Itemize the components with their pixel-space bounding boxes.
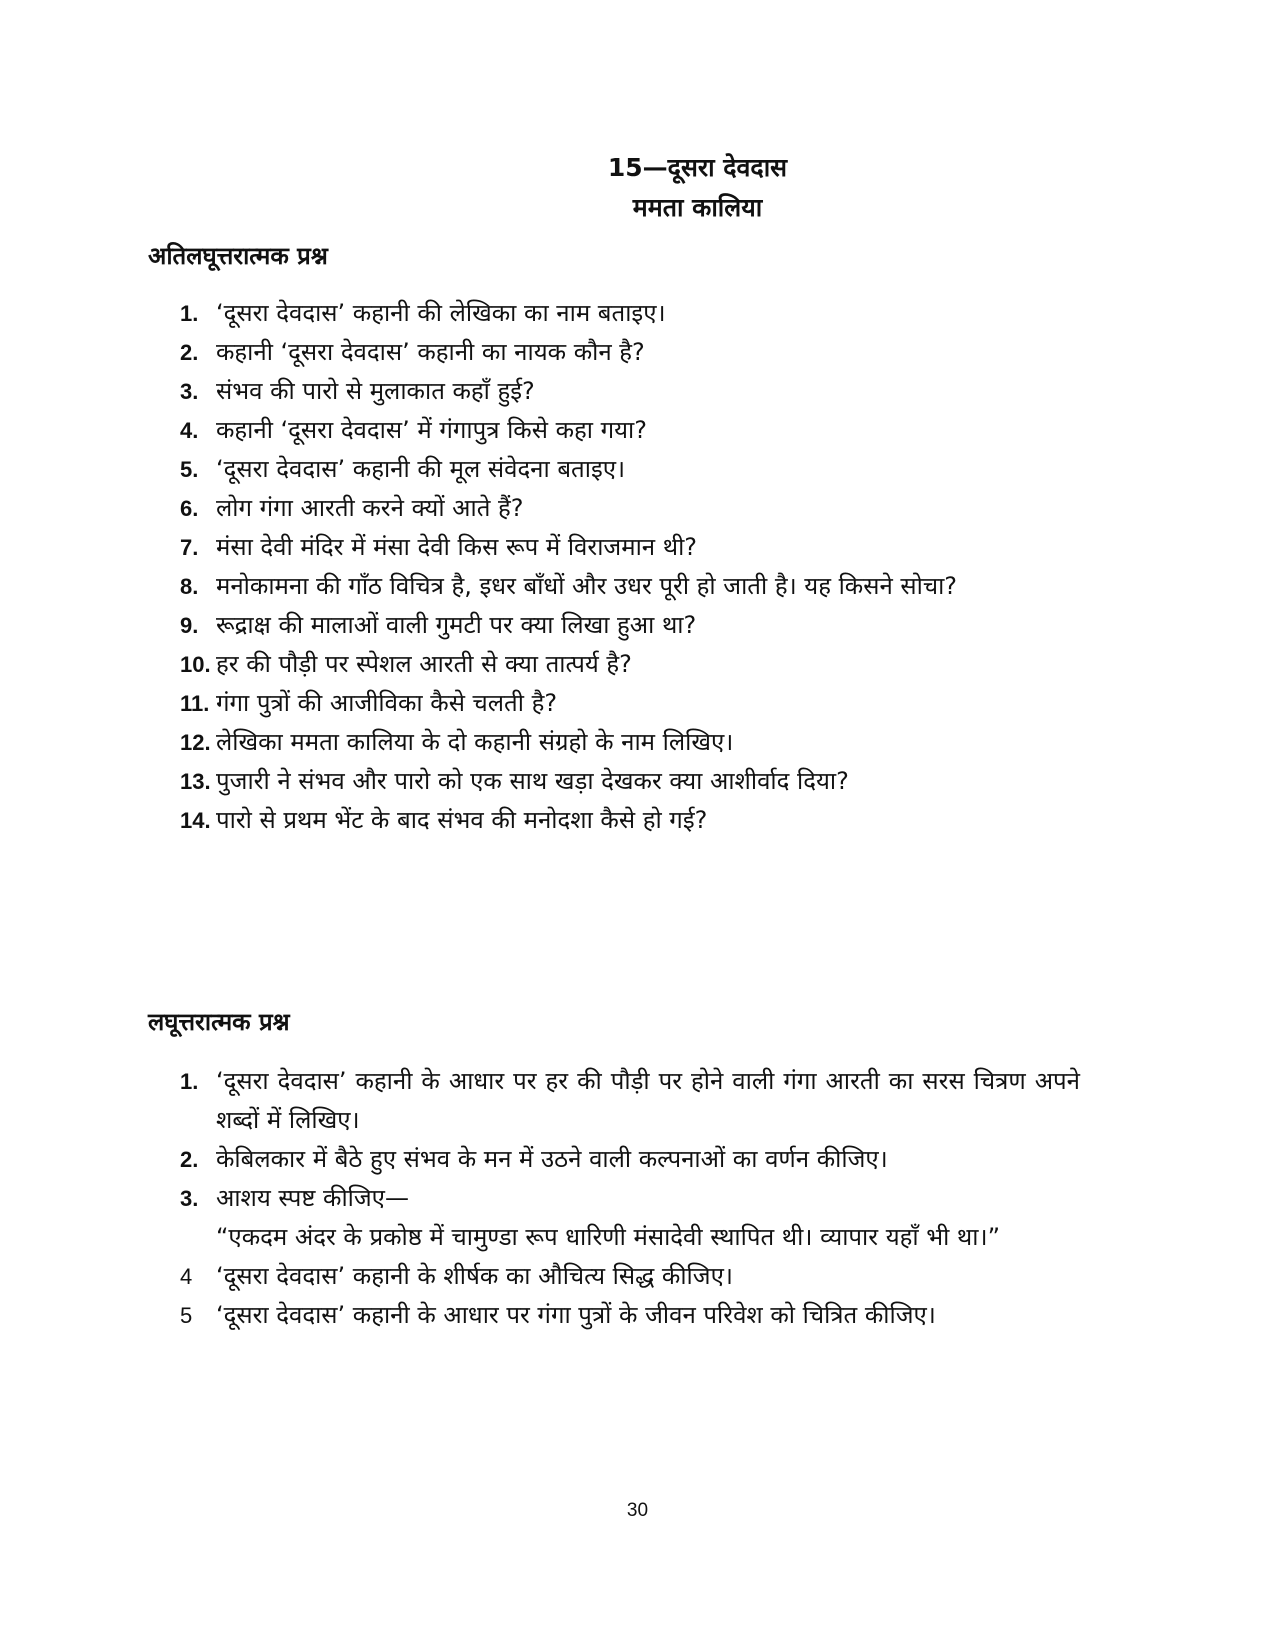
question-text: गंगा पुत्रों की आजीविका कैसे चलती है? [216,689,558,717]
question-number: 6. [180,496,199,521]
question-prompt: आशय स्पष्ट कीजिए— [216,1184,409,1212]
question-number: 1. [180,1069,199,1094]
question-number: 5. [180,457,199,482]
question-item [180,762,1080,801]
question-text: मंसा देवी मंदिर में मंसा देवी किस रूप में विराजमान थी? [216,533,698,561]
question-text [216,1179,1080,1257]
question-number: 10. [180,652,211,677]
question-text: लोग गंगा आरती करने क्यों आते हैं? [216,494,524,522]
question-item [180,333,1080,372]
question-text: मनोकामना की गाँठ विचित्र है, इधर बाँधों और उधर पूरी हो जाती है। यह किसने सोचा? [216,572,958,600]
question-quote: “एकदम अंदर के प्रकोष्ठ में चामुण्डा रूप धारिणी मंसादेवी स्थापित थी। व्यापार यहाँ भी था।” [216,1223,1001,1251]
short-question-list [180,1062,1080,1335]
question-number: 4. [180,418,199,443]
question-number: 3. [180,1186,199,1211]
question-item [180,1140,1080,1179]
question-number: 11. [180,691,210,716]
question-text: केबिलकार में बैठे हुए संभव के मन में उठने वाली कल्पनाओं का वर्णन कीजिए। [216,1145,888,1173]
question-item [180,645,1080,684]
question-item [180,372,1080,411]
question-text: पारो से प्रथम भेंट के बाद संभव की मनोदशा कैसे हो गई? [216,806,708,834]
question-number: 12. [180,730,211,755]
question-number: 3. [180,379,199,404]
question-item [180,1257,1080,1296]
question-item [180,294,1080,333]
question-number: 2. [180,1147,199,1172]
question-number: 7. [180,535,199,560]
question-number: 1. [180,301,199,326]
question-item [180,606,1080,645]
very-short-question-list [180,294,1080,840]
section-heading-short: लघूत्तरात्मक प्रश्न [148,1008,290,1036]
question-text: कहानी ‘दूसरा देवदास’ कहानी का नायक कौन है? [216,338,645,366]
question-text: संभव की पारो से मुलाकात कहाँ हुई? [216,377,535,405]
question-item [180,684,1080,723]
question-item [180,411,1080,450]
question-number: 13. [180,769,211,794]
question-number: 2. [180,340,199,365]
author-name: ममता कालिया [632,193,763,222]
question-text: ‘दूसरा देवदास’ कहानी की लेखिका का नाम बताइए। [216,299,666,327]
question-text: रूद्राक्ष की मालाओं वाली गुमटी पर क्या लिखा हुआ था? [216,611,697,639]
question-item [180,723,1080,762]
page-number: 30 [626,1500,649,1521]
question-item [180,1179,1080,1257]
question-item [180,1296,1080,1335]
question-text: लेखिका ममता कालिया के दो कहानी संग्रहो के नाम लिखिए। [216,728,734,756]
question-text: ‘दूसरा देवदास’ कहानी के आधार पर गंगा पुत्रों के जीवन परिवेश को चित्रित कीजिए। [216,1301,936,1329]
question-text: ‘दूसरा देवदास’ कहानी के आधार पर हर की पौड़ी पर होने वाली गंगा आरती का सरस चित्रण अपने शब्दों में लिखिए। [216,1067,1080,1134]
question-text: हर की पौड़ी पर स्पेशल आरती से क्या तात्पर्य है? [216,650,632,678]
title-block [0,148,1275,228]
question-item [180,450,1080,489]
question-number: 9. [180,613,199,638]
question-number: 8. [180,574,199,599]
question-item [180,1062,1080,1140]
question-number: 14. [180,808,211,833]
question-text: पुजारी ने संभव और पारो को एक साथ खड़ा देखकर क्या आशीर्वाद दिया? [216,767,849,795]
question-item [180,801,1080,840]
question-item [180,528,1080,567]
question-number: 5 [180,1303,193,1328]
chapter-title: 15—दूसरा देवदास [607,153,788,182]
question-item [180,567,1080,606]
question-text: ‘दूसरा देवदास’ कहानी की मूल संवेदना बताइए। [216,455,626,483]
question-item [180,489,1080,528]
question-text: कहानी ‘दूसरा देवदास’ में गंगापुत्र किसे कहा गया? [216,416,647,444]
question-text: ‘दूसरा देवदास’ कहानी के शीर्षक का औचित्य सिद्ध कीजिए। [216,1262,733,1290]
section-heading-very-short: अतिलघूत्तरात्मक प्रश्न [148,242,328,270]
question-number: 4 [180,1264,193,1289]
